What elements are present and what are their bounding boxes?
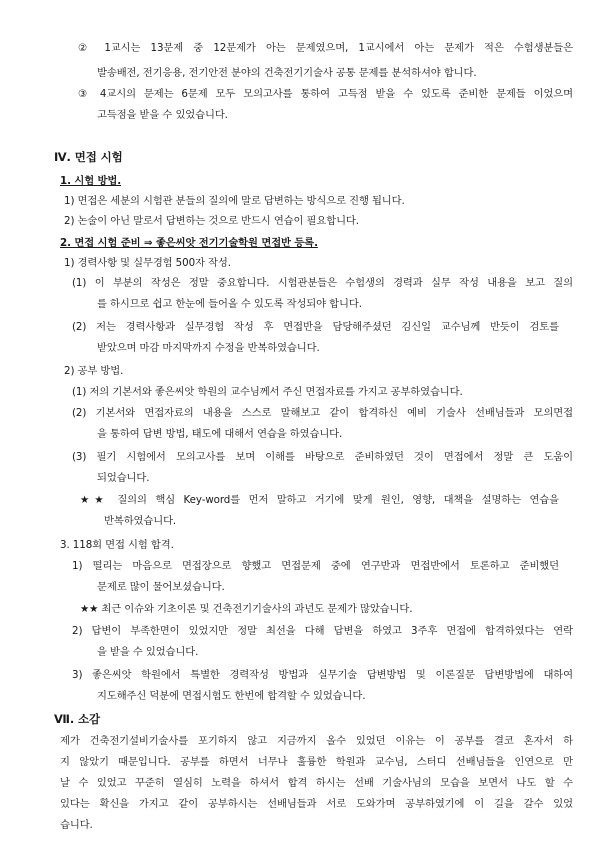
pass-item-3-line1: 3) 좋은씨앗 학원에서 특별한 경력작성 방법과 실무기술 답변방법 및 이론질문 답변방법에 대하여 <box>72 669 573 681</box>
section-heading-impressions: Ⅶ. 소감 <box>54 712 101 726</box>
pass-item-1-line2: 문제로 많이 물어보셨습니다. <box>97 581 225 593</box>
prep-item-1-1-line2: 를 하시므로 쉽고 한눈에 들어올 수 있도록 작성되야 합니다. <box>97 298 362 310</box>
prep-star-note-line1: ★★ 질의의 핵심 Key-word를 먼저 말하고 거기에 맞게 원인, 영향, 대책을 설명하는 연습을 <box>80 494 559 506</box>
prep-item-2-2-line1: (2) 기본서와 면접자료의 내용을 스스로 말해보고 같이 합격하신 예비 기술사 선배님들과 모의면접 <box>72 407 573 419</box>
subheading-exam-method: 1. 시험 방법. <box>60 175 122 187</box>
prep-item-1: 1) 경력사항 및 실무경험 500자 작성. <box>64 257 231 269</box>
pass-star-note: ★★ 최근 이슈와 기초이론 및 건축전기기술사의 과년도 문제가 많았습니다. <box>80 603 413 615</box>
prep-item-1-2-line2: 받았으며 마감 마지막까지 수정을 반복하였습니다. <box>97 342 320 354</box>
prep-star-note-line2: 반복하였습니다. <box>104 515 177 527</box>
impressions-line-5: 습니다. <box>60 819 93 831</box>
prep-item-2-3-line2: 되었습니다. <box>97 472 150 484</box>
impressions-line-1: 제가 건축전기설비기술사를 포기하지 않고 지금까지 올수 있었던 이유는 이 공부를 결코 혼자서 하 <box>60 735 573 747</box>
prep-item-2-3-line1: (3) 필기 시험에서 모의고사를 보며 이해를 바탕으로 준비하였던 것이 면접에서 정말 큰 도움이 <box>72 451 573 463</box>
pass-item-1-line1: 1) 떨리는 마음으로 면접장으로 향했고 면접문제 중에 연구반과 면접반에서 토론하고 준비했던 <box>72 560 559 572</box>
pass-item-2-line2: 을 받을 수 있었습니다. <box>97 646 199 658</box>
prep-item-1-1-line1: (1) 이 부분의 작성은 정말 중요합니다. 시험관분들은 수험생의 경력과 실무 작성 내용을 보고 질의 <box>72 277 573 289</box>
impressions-line-4: 있다는 확신을 가지고 같이 공부하시는 선배님들과 서로 도와가며 공부하였기에 이 길을 갈수 있었 <box>60 798 573 810</box>
prep-item-2-1: (1) 저의 기본서와 좋은씨앗 학원의 교수님께서 주신 면접자료를 가지고 공부하였습니다. <box>72 386 463 398</box>
prep-item-2: 2) 공부 방법. <box>64 365 124 377</box>
impressions-line-3: 날 수 있었고 꾸준히 열심히 노력을 하셔서 합격 하시는 선배 기술사님의 모습을 보면서 나도 할 수 <box>60 777 573 789</box>
item-3-line2: 고득점을 받을 수 있었습니다. <box>97 109 228 121</box>
subheading-exam-prep: 2. 면접 시험 준비 ⇒ 좋은씨앗 전기기술학원 면접반 등록. <box>60 237 318 249</box>
impressions-line-2: 지 않았기 때문입니다. 공부를 하면서 너무나 훌륭한 학원과 교수님, 스터디 선배님들을 인연으로 만 <box>60 756 573 768</box>
item-2-line2: 발송배전, 전기응용, 전기안전 분야의 건축전기기술사 공통 문제를 분석하셔야 합니다. <box>97 67 477 79</box>
exam-method-item-1: 1) 면접은 세분의 시험관 분들의 질의에 말로 답변하는 방식으로 진행 됩니다. <box>64 195 405 207</box>
item-2-line1: ② 1교시는 13문제 중 12문제가 아는 문제였으며, 1교시에서 아는 문제가 적은 수험생분들은 <box>78 42 573 54</box>
prep-item-2-2-line2: 을 통하여 답변 방법, 태도에 대해서 연습을 하였습니다. <box>97 428 343 440</box>
item-3-line1: ③ 4교시의 문제는 6문제 모두 모의고사를 통하여 고득점 받을 수 있도록 준비한 문제들 이었으며 <box>78 88 573 100</box>
exam-method-item-2: 2) 논술이 아닌 말로서 답변하는 것으로 반드시 연습이 필요합니다. <box>64 215 359 227</box>
section-heading-interview: Ⅳ. 면접 시험 <box>54 150 123 164</box>
subheading-exam-pass: 3. 118회 면접 시험 합격. <box>60 539 174 551</box>
pass-item-2-line1: 2) 답변이 부족한면이 있었지만 정말 최선을 다해 답변을 하였고 3주후 면접에 합격하였다는 연락 <box>72 625 573 637</box>
prep-item-1-2-line1: (2) 저는 경력사항과 실무경험 작성 후 면접반을 담당해주셨던 김신일 교수님께 반듯이 검토를 <box>72 321 559 333</box>
pass-item-3-line2: 지도해주신 덕분에 면접시험도 한번에 합격할 수 있었습니다. <box>97 690 366 702</box>
